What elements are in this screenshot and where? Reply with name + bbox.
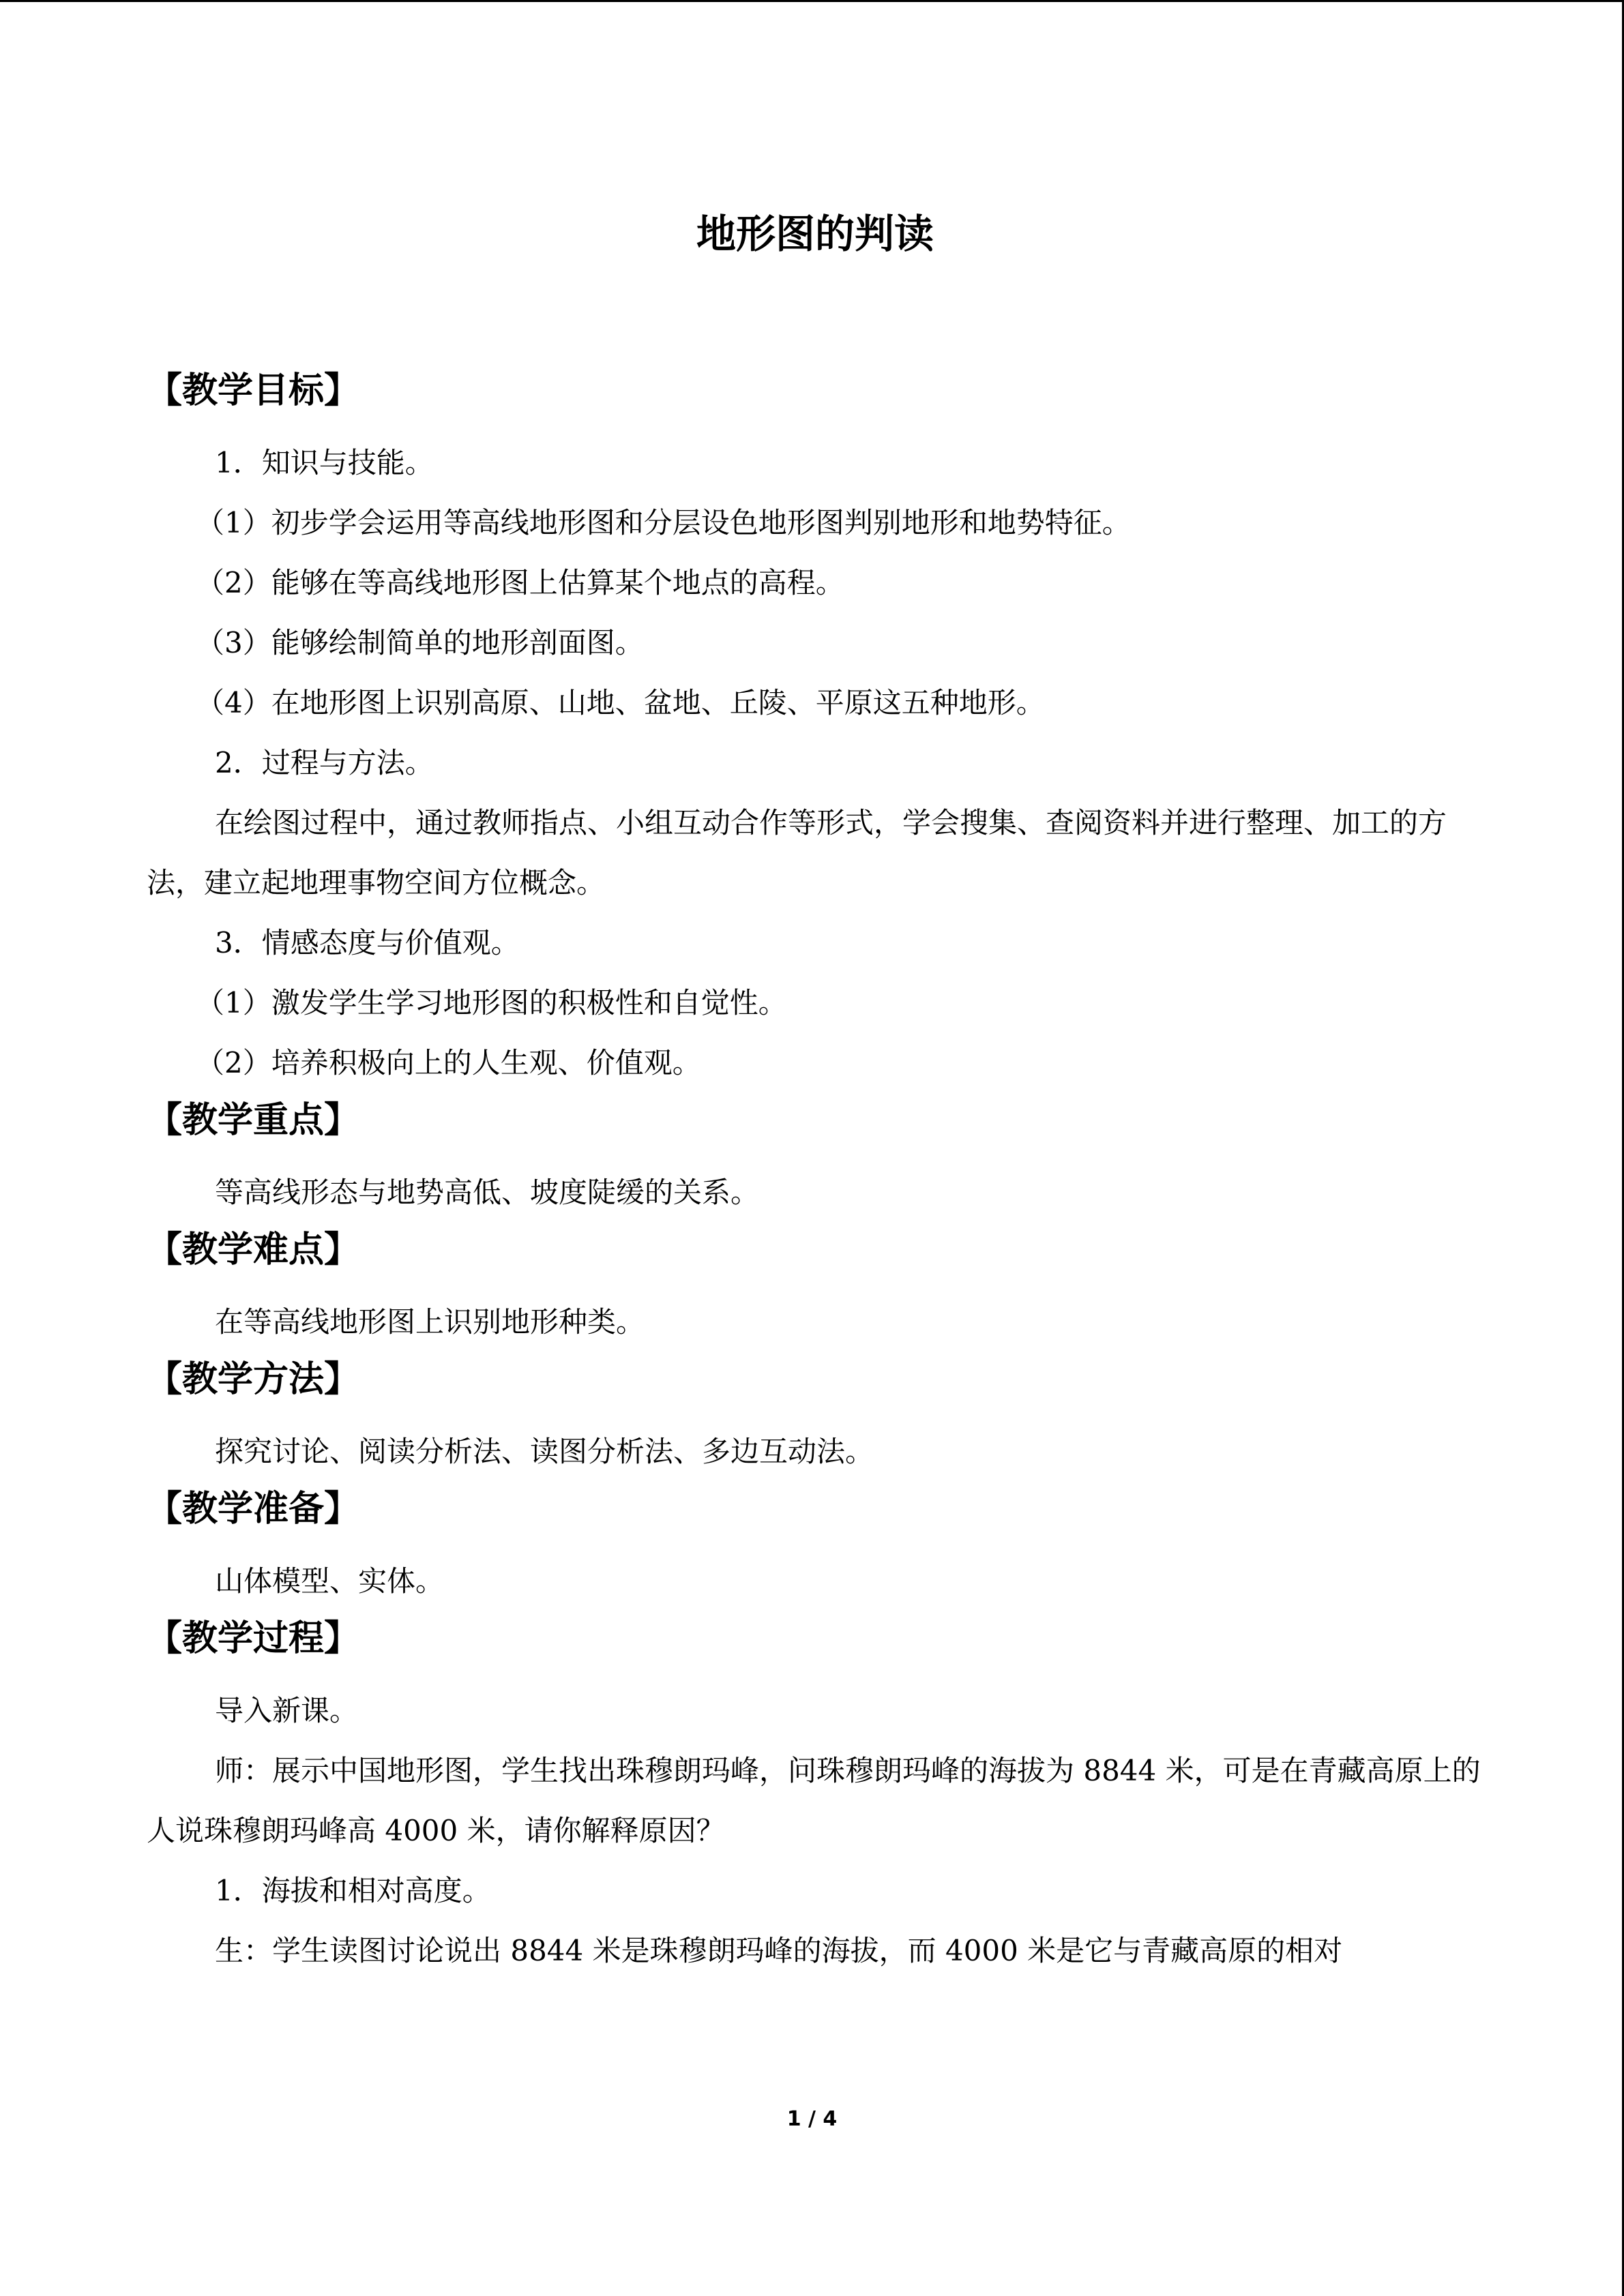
paragraph: 在绘图过程中，通过教师指点、小组互动合作等形式，学会搜集、查阅资料并进行整理、加工的方法，建立起地理事物空间方位概念。: [147, 806, 1447, 899]
paragraph: 师：展示中国地形图，学生找出珠穆朗玛峰，问珠穆朗玛峰的海拔为 8844 米，可是在青藏高原上的人说珠穆朗玛峰高 4000 米，请你解释原因？: [147, 1754, 1481, 1847]
section-heading: 【教学过程】: [147, 1618, 360, 1659]
section-preparation: [147, 1482, 1483, 1611]
paragraph: （1）激发学生学习地形图的积极性和自觉性。: [196, 986, 787, 1019]
paragraph: 生：学生读图讨论说出 8844 米是珠穆朗玛峰的海拔，而 4000 米是它与青藏高原的相对: [215, 1934, 1343, 1967]
paragraph: （2）培养积极向上的人生观、价值观。: [196, 1046, 701, 1079]
paragraph: 3．情感态度与价值观。: [215, 926, 520, 959]
section-methods: [147, 1352, 1483, 1482]
section-difficulties: [147, 1223, 1483, 1352]
page-number: 1 / 4: [786, 2107, 838, 2131]
paragraph: 等高线形态与地势高低、坡度陡缓的关系。: [215, 1176, 760, 1209]
section-heading: 【教学难点】: [147, 1229, 360, 1270]
section-heading: 【教学准备】: [147, 1489, 360, 1530]
section-key-points: [147, 1093, 1483, 1223]
section-heading: 【教学目标】: [147, 370, 360, 411]
section-process: [147, 1611, 1483, 1981]
document-content: [147, 207, 1483, 1981]
section-heading: 【教学重点】: [147, 1100, 360, 1141]
paragraph: （1）初步学会运用等高线地形图和分层设色地形图判别地形和地势特征。: [196, 506, 1131, 539]
paragraph: （4）在地形图上识别高原、山地、盆地、丘陵、平原这五种地形。: [196, 686, 1045, 719]
paragraph: 2．过程与方法。: [215, 746, 434, 779]
paragraph: 探究讨论、阅读分析法、读图分析法、多边互动法。: [215, 1435, 874, 1468]
paragraph: 1．海拔和相对高度。: [215, 1874, 491, 1907]
paragraph: 1．知识与技能。: [215, 446, 434, 479]
paragraph: （3）能够绘制简单的地形剖面图。: [196, 626, 644, 659]
paragraph: 在等高线地形图上识别地形种类。: [215, 1305, 645, 1339]
section-teaching-goals: [147, 363, 1483, 1093]
paragraph: 山体模型、实体。: [215, 1564, 445, 1598]
paragraph: 导入新课。: [215, 1694, 359, 1727]
section-heading: 【教学方法】: [147, 1359, 360, 1400]
paragraph: （2）能够在等高线地形图上估算某个地点的高程。: [196, 566, 844, 599]
page-title: 地形图的判读: [696, 211, 934, 257]
